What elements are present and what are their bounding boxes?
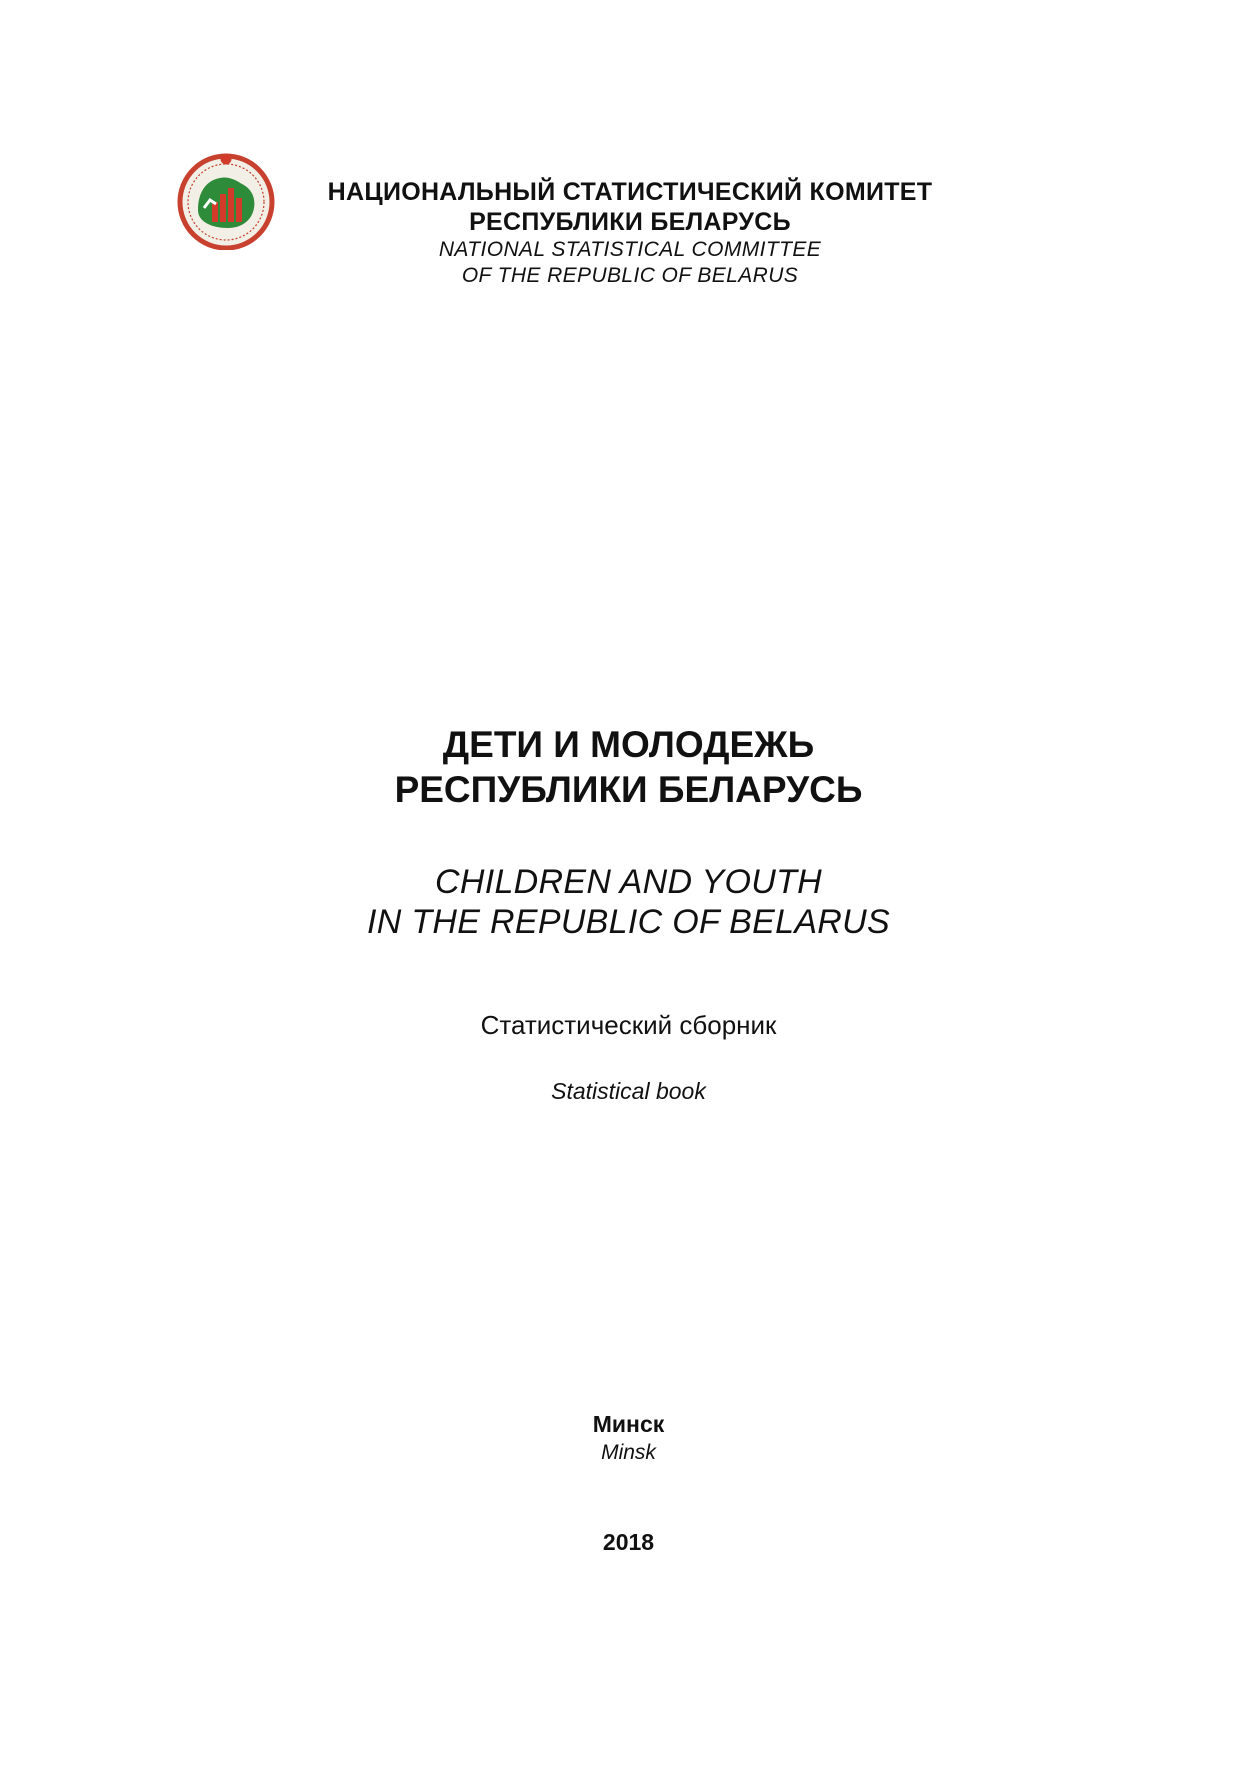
organization-header bbox=[310, 177, 950, 289]
title-en-line1: CHILDREN AND YOUTH bbox=[434, 863, 822, 901]
city-en: Minsk bbox=[601, 1441, 656, 1464]
title-en bbox=[0, 862, 1257, 942]
title-ru-line2: РЕСПУБЛИКИ БЕЛАРУСЬ bbox=[394, 769, 863, 810]
subtitle-ru: Статистический сборник bbox=[480, 1010, 777, 1040]
subtitle-en: Statistical book bbox=[551, 1078, 706, 1104]
title-ru-line1: ДЕТИ И МОЛОДЕЖЬ bbox=[442, 724, 815, 765]
organization-name-ru-line1: НАЦИОНАЛЬНЫЙ СТАТИСТИЧЕСКИЙ КОМИТЕТ bbox=[327, 178, 933, 206]
title-en-line2: IN THE REPUBLIC OF BELARUS bbox=[367, 903, 890, 941]
committee-emblem-icon bbox=[176, 150, 276, 250]
organization-name-en-line2: OF THE REPUBLIC OF BELARUS bbox=[461, 264, 799, 287]
organization-name-en-line1: NATIONAL STATISTICAL COMMITTEE bbox=[438, 238, 822, 261]
publication-year: 2018 bbox=[602, 1529, 655, 1555]
document-title bbox=[0, 722, 1257, 942]
organization-name-ru-line2: РЕСПУБЛИКИ БЕЛАРУСЬ bbox=[469, 208, 791, 236]
city-ru: Минск bbox=[592, 1411, 665, 1437]
